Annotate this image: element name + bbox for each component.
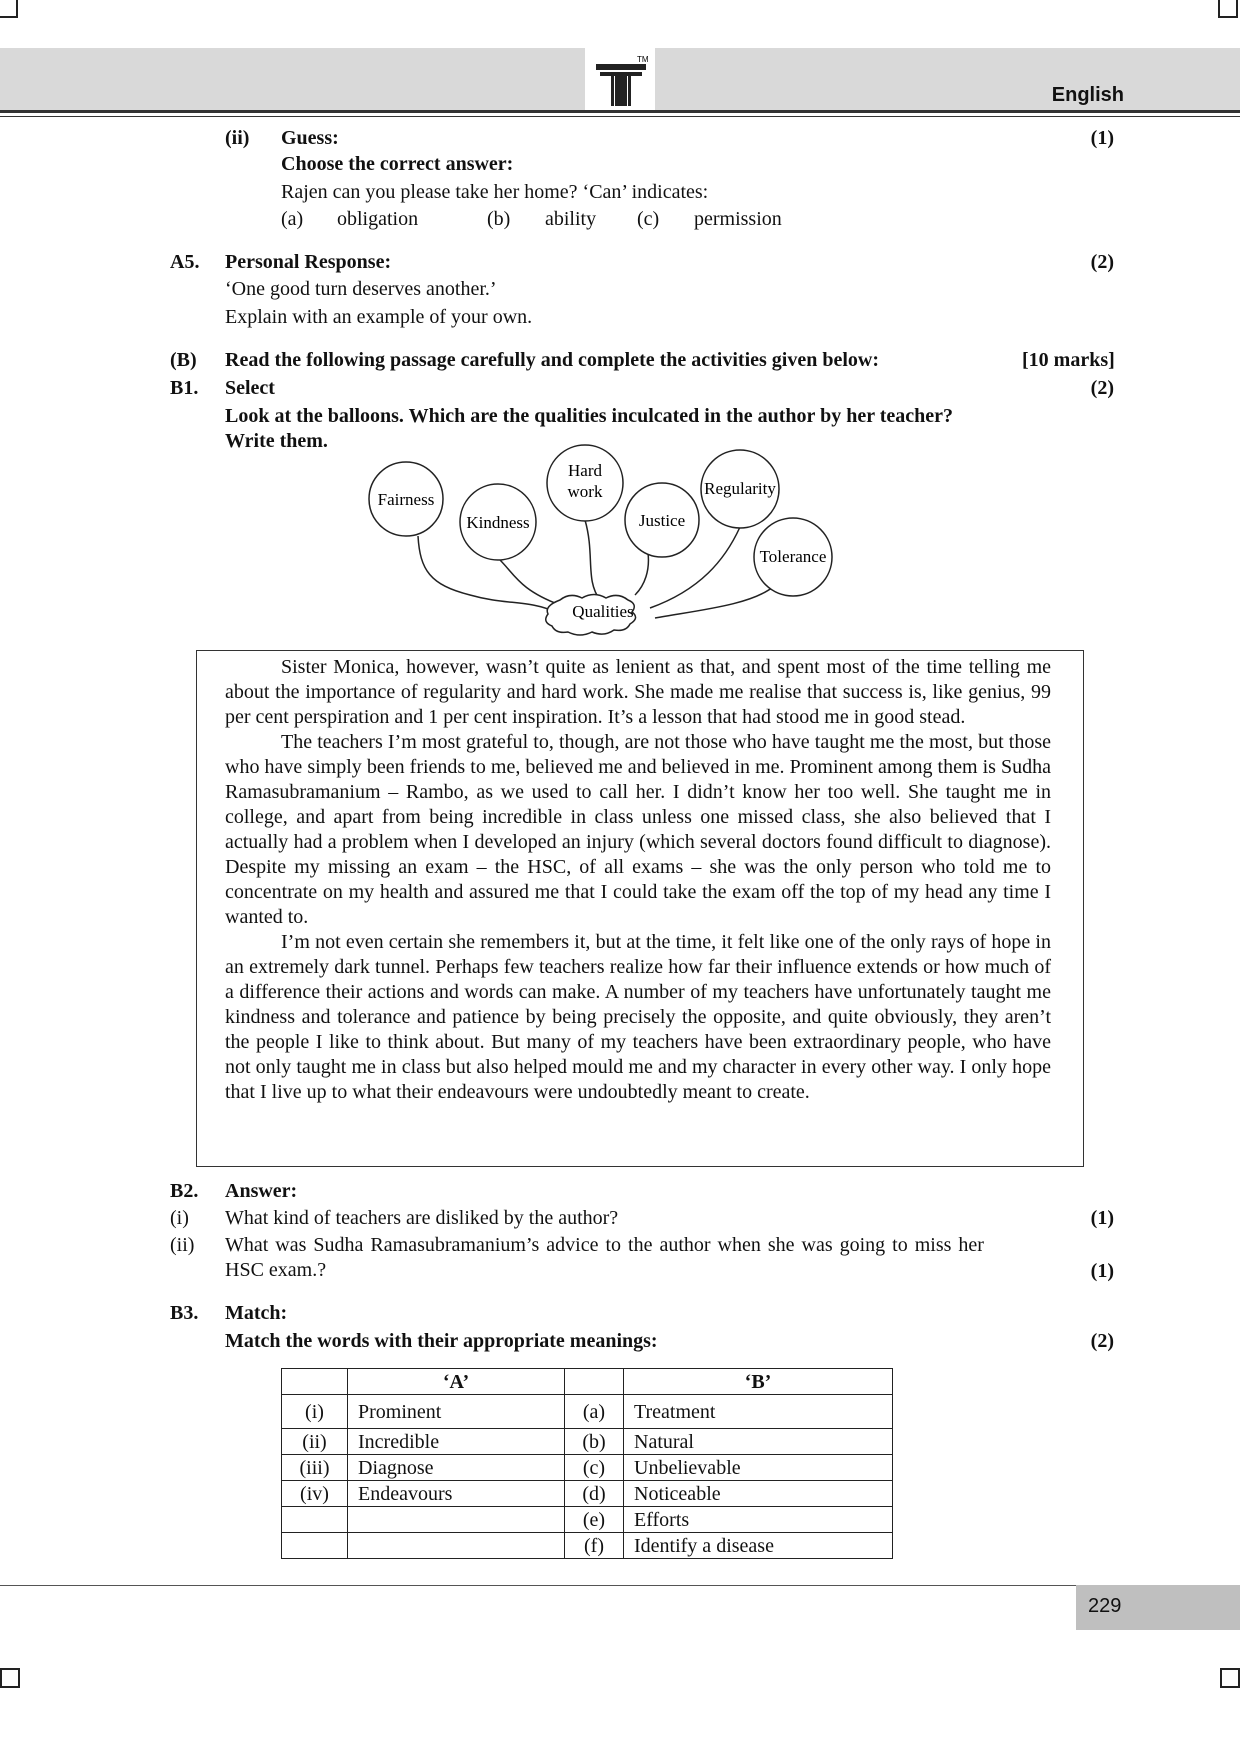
option-b-label: (b)	[487, 208, 511, 230]
crop-mark-bottom-right	[1220, 1668, 1240, 1688]
match-row	[282, 1429, 893, 1455]
match-row	[282, 1533, 893, 1559]
q-b1-marks: (2)	[1090, 377, 1114, 399]
q-b3-marks: (2)	[1090, 1330, 1114, 1352]
crop-mark-bottom-left	[0, 1668, 20, 1688]
match-row	[282, 1395, 893, 1429]
option-a-text: obligation	[337, 208, 419, 230]
match-row	[282, 1507, 893, 1533]
row-a-index	[282, 1507, 348, 1533]
match-row	[282, 1455, 893, 1481]
section-b-num: (B)	[170, 349, 197, 371]
match-row	[282, 1481, 893, 1507]
qualities-balloon-diagram	[0, 0, 1240, 660]
q-b2-i-text: What kind of teachers are disliked by the author?	[225, 1207, 619, 1229]
q-a4-ii-question: Rajen can you please take her home? ‘Can’ indicates:	[281, 181, 709, 203]
q-b1-instruction-line1: Look at the balloons. Which are the qualities inculcated in the author by her teacher?	[225, 405, 953, 427]
row-b-meaning: Unbelievable	[624, 1455, 893, 1481]
q-b2-ii-marks: (1)	[1090, 1260, 1114, 1282]
q-b2-ii-num: (ii)	[170, 1234, 195, 1256]
option-c-label: (c)	[637, 208, 660, 230]
q-b2-i-num: (i)	[170, 1207, 189, 1229]
q-b1-num: B1.	[170, 377, 199, 399]
balloon-label-work: work	[567, 482, 603, 501]
q-b3-num: B3.	[170, 1302, 199, 1324]
balloon-string-justice	[635, 553, 648, 595]
qualities-label: Qualities	[572, 602, 634, 621]
row-b-index: (d)	[565, 1481, 624, 1507]
option-a-label: (a)	[281, 208, 304, 230]
row-b-index: (b)	[565, 1429, 624, 1455]
row-b-index: (e)	[565, 1507, 624, 1533]
balloon-label-fairness: Fairness	[377, 490, 435, 509]
q-a5-quote: ‘One good turn deserves another.’	[225, 278, 497, 300]
passage-paragraph-3: I’m not even certain she remembers it, but at the time, it felt like one of the only rays of hope in an extremely dark tunnel. Perhaps few teachers realize how far their influence extends or how much of a difference their actions and words can make. A number of my teachers have unfortunately taught me kindness and tolerance and patience by being precisely the opposite, and quite obviously, they aren’t the people I like to think about. But many of my teachers have been extraordinary people, who have not only taught me in class but also helped mould me and my character in every other way. I only hope that I live up to what their endeavours were undoubtedly meant to create.	[225, 931, 1051, 1103]
q-b2-ii-text-line1: What was Sudha Ramasubramanium’s advice to the author when she was going to miss her	[225, 1234, 984, 1256]
page-number: 229	[1088, 1595, 1122, 1617]
q-b3-instruction: Match the words with their appropriate meanings:	[225, 1330, 658, 1352]
row-b-meaning: Efforts	[624, 1507, 893, 1533]
passage-text	[225, 655, 1051, 1105]
q-a4-ii-instruction: Choose the correct answer:	[281, 153, 514, 175]
row-b-meaning: Identify a disease	[624, 1533, 893, 1559]
balloon-label-kindness: Kindness	[466, 513, 530, 532]
row-a-word: Incredible	[348, 1429, 565, 1455]
q-a4-ii-title: Guess:	[281, 127, 339, 149]
q-b1-instruction-line2: Write them.	[225, 430, 328, 452]
balloon-label-tolerance: Tolerance	[759, 547, 827, 566]
balloon-label-hard: Hard	[568, 461, 602, 480]
q-a4-ii-marks: (1)	[1090, 127, 1114, 149]
passage-paragraph-1: Sister Monica, however, wasn’t quite as lenient as that, and spent most of the time telling me about the importance of regularity and hard work. She made me realise that success is, like genius, 99 per cent perspiration and 1 per cent inspiration. It’s a lesson that had stood me in good stead.	[225, 656, 1051, 728]
balloon-string-hardwork	[585, 520, 600, 600]
q-b2-ii-text-line2: HSC exam.?	[225, 1259, 327, 1281]
section-b-marks: [10 marks]	[1022, 349, 1115, 371]
match-table	[281, 1368, 893, 1559]
col-a-header: ‘A’	[348, 1369, 565, 1395]
reading-passage	[196, 650, 1084, 1167]
footer-rule	[0, 1585, 1240, 1586]
balloon-label-regularity: Regularity	[704, 479, 776, 498]
row-a-word	[348, 1533, 565, 1559]
balloon-string-tolerance	[655, 587, 773, 618]
section-b-instruction: Read the following passage carefully and complete the activities given below:	[225, 349, 880, 371]
q-a5-num: A5.	[170, 251, 200, 273]
row-b-meaning: Noticeable	[624, 1481, 893, 1507]
row-a-word: Prominent	[348, 1395, 565, 1429]
option-c-text: permission	[694, 208, 782, 230]
q-a5-prompt: Explain with an example of your own.	[225, 306, 533, 328]
col-b-header: ‘B’	[624, 1369, 893, 1395]
row-b-index: (f)	[565, 1533, 624, 1559]
q-b3-title: Match:	[225, 1302, 288, 1324]
row-a-word	[348, 1507, 565, 1533]
q-b1-title: Select	[225, 377, 275, 399]
row-a-word: Diagnose	[348, 1455, 565, 1481]
option-b-text: ability	[545, 208, 597, 230]
q-b2-num: B2.	[170, 1180, 199, 1202]
match-header-row	[282, 1369, 893, 1395]
row-a-index: (iv)	[282, 1481, 348, 1507]
q-a5-marks: (2)	[1090, 251, 1114, 273]
row-b-meaning: Natural	[624, 1429, 893, 1455]
q-a5-title: Personal Response:	[225, 251, 392, 273]
row-b-index: (a)	[565, 1395, 624, 1429]
logo-trademark: TM	[637, 55, 649, 64]
row-b-meaning: Treatment	[624, 1395, 893, 1429]
row-a-index	[282, 1533, 348, 1559]
q-a4-ii-num: (ii)	[225, 127, 250, 149]
row-a-index: (ii)	[282, 1429, 348, 1455]
row-a-word: Endeavours	[348, 1481, 565, 1507]
q-b2-i-marks: (1)	[1090, 1207, 1114, 1229]
q-b2-title: Answer:	[225, 1180, 298, 1202]
row-a-index: (iii)	[282, 1455, 348, 1481]
passage-paragraph-2: The teachers I’m most grateful to, though, are not those who have taught me the most, but those who have simply been friends to me, believed me and believed in me. Prominent among them is Sudha Ramasubramanium – Rambo, as we used to call her. I didn’t know her too well. She taught me in college, and apart from being incredible in class unless one missed class, she also believed that I actually had a problem when I developed an injury (which several doctors found difficult to diagnose). Despite my missing an exam – the HSC, of all exams – she was the only person who told me to concentrate on my health and assured me that I could take the exam off the top of my head any time I wanted to.	[225, 731, 1051, 928]
balloon-string-kindness	[500, 560, 560, 605]
subject-title: English	[1051, 84, 1124, 106]
row-a-index: (i)	[282, 1395, 348, 1429]
balloon-label-justice: Justice	[638, 511, 686, 530]
row-b-index: (c)	[565, 1455, 624, 1481]
